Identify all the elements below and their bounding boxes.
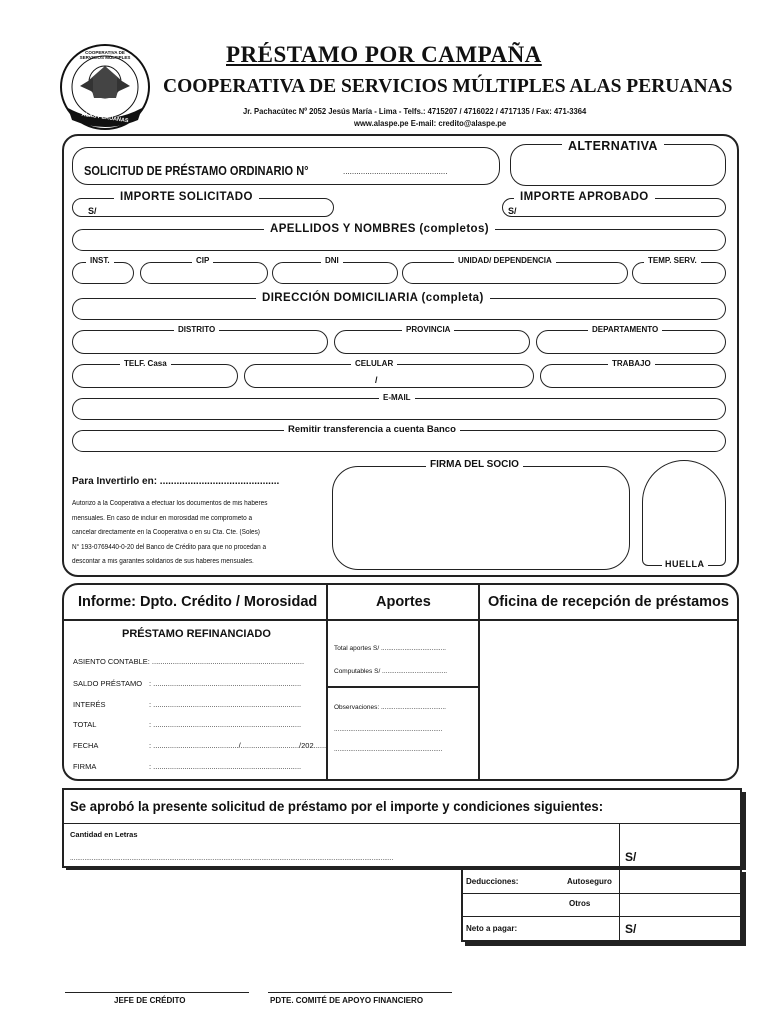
cantidad-letras-dots[interactable]: ................................................................................................................................................................................... bbox=[70, 855, 394, 862]
refin-label: SALDO PRÉSTAMO bbox=[73, 679, 143, 688]
apellidos-label: APELLIDOS Y NOMBRES (completos) bbox=[264, 223, 495, 236]
refinanciado-row bbox=[73, 657, 304, 666]
neto-currency: S/ bbox=[625, 922, 637, 936]
temp-serv-label: TEMP. SERV. bbox=[644, 256, 701, 266]
informe-col-header-oficina: Oficina de recepción de préstamos bbox=[488, 594, 729, 610]
total-aportes-field[interactable]: Total aportes S/ .................................... bbox=[334, 645, 446, 652]
computables-field[interactable]: Computables S/ .................................... bbox=[334, 668, 448, 675]
refin-label: FIRMA bbox=[73, 762, 97, 771]
informe-col-divider-1 bbox=[326, 584, 328, 780]
form-title: PRÉSTAMO POR CAMPAÑA bbox=[226, 42, 542, 67]
aportes-divider bbox=[326, 686, 478, 688]
solicitud-dots: ............................................... bbox=[343, 167, 448, 176]
celular-separator: / bbox=[375, 375, 378, 385]
refinanciado-row bbox=[73, 679, 301, 688]
refin-value[interactable]: : ....................................................................... bbox=[149, 762, 302, 771]
autorizo-line: descontar a mis garantes solidarios de sus haberes mensuales. bbox=[72, 558, 254, 565]
dni-label: DNI bbox=[321, 256, 343, 266]
approval-title: Se aprobó la presente solicitud de préstamo por el importe y condiciones siguientes: bbox=[70, 798, 604, 814]
importe-solicitado-label: IMPORTE SOLICITADO bbox=[114, 191, 259, 204]
observaciones-line[interactable]: ............................................................ bbox=[334, 726, 443, 733]
invertir-label: Para Invertirlo en: ........................................... bbox=[72, 476, 280, 487]
deducciones-divider bbox=[619, 869, 620, 941]
refin-value[interactable]: : ........................................./............................/202...... bbox=[149, 741, 327, 750]
informe-header-divider bbox=[63, 619, 738, 621]
refin-value[interactable]: : ....................................................................... bbox=[149, 700, 302, 709]
approval-amount-divider bbox=[619, 824, 620, 868]
autorizo-line: Autorizo a la Cooperativa a efectuar los documentos de mis haberes bbox=[72, 500, 268, 507]
refin-label: FECHA bbox=[73, 741, 99, 750]
autorizo-line: N° 193-0769440-0-20 del Banco de Crédito para que no procedan a bbox=[72, 543, 267, 551]
refin-label: ASIENTO CONTABLE: bbox=[73, 657, 150, 666]
cooperative-seal-logo bbox=[58, 42, 152, 132]
remitir-banco-label: Remitir transferencia a cuenta Banco bbox=[284, 425, 460, 435]
firma-socio-box[interactable] bbox=[332, 466, 630, 570]
refin-label: INTERÉS bbox=[73, 700, 106, 709]
informe-col-header-credito: Informe: Dpto. Crédito / Morosidad bbox=[78, 594, 318, 610]
approval-currency: S/ bbox=[625, 850, 637, 864]
comite-label: PDTE. COMITÉ DE APOYO FINANCIERO bbox=[270, 996, 424, 1005]
informe-col-header-aportes: Aportes bbox=[376, 594, 431, 610]
autorizo-text bbox=[72, 497, 326, 570]
huella-label: HUELLA bbox=[662, 559, 708, 569]
autoseguro-label: Autoseguro bbox=[567, 877, 612, 886]
informe-col-divider-2 bbox=[478, 584, 480, 780]
cip-label: CIP bbox=[192, 256, 213, 266]
refinanciado-row bbox=[73, 720, 301, 729]
deducciones-row-2 bbox=[462, 916, 741, 917]
autorizo-line: mensuales. En caso de incluir en morosidad me comprometo a bbox=[72, 514, 253, 522]
cantidad-letras-label: Cantidad en Letras bbox=[70, 830, 138, 839]
trabajo-label: TRABAJO bbox=[608, 359, 655, 369]
telf-casa-label: TELF. Casa bbox=[120, 359, 171, 369]
observaciones-field[interactable]: Observaciones: .................................... bbox=[334, 704, 446, 711]
cooperative-address: Jr. Pachacútec Nº 2052 Jesús María - Lima - Telfs.: 4715207 / 4716022 / 4717135 / Fax: 471-3364 bbox=[243, 106, 587, 116]
solicitud-label: SOLICITUD DE PRÉSTAMO ORDINARIO N° bbox=[84, 163, 309, 178]
cooperative-web-email: www.alaspe.pe E-mail: credito@alaspe.pe bbox=[354, 118, 507, 128]
distrito-label: DISTRITO bbox=[174, 325, 219, 335]
deducciones-label: Deducciones: bbox=[466, 877, 519, 886]
email-label: E-MAIL bbox=[379, 393, 415, 403]
alternativa-label: ALTERNATIVA bbox=[562, 140, 664, 153]
importe-aprobado-label: IMPORTE APROBADO bbox=[514, 191, 655, 204]
refin-label: TOTAL bbox=[73, 720, 97, 729]
refin-value[interactable]: : ....................................................................... bbox=[149, 720, 302, 729]
direccion-label: DIRECCIÓN DOMICILIARIA (completa) bbox=[256, 292, 490, 305]
refinanciado-row bbox=[73, 762, 301, 771]
refin-value[interactable]: : ....................................................................... bbox=[149, 679, 302, 688]
autorizo-line: cancelar directamente en la Cooperativa o en su Cta. Cte. (Soles) bbox=[72, 529, 260, 536]
refinanciado-row bbox=[73, 700, 301, 709]
jefe-credito-label: JEFE DE CRÉDITO bbox=[114, 996, 186, 1005]
provincia-label: PROVINCIA bbox=[402, 325, 454, 335]
comite-signature-line[interactable] bbox=[268, 992, 452, 993]
jefe-credito-signature-line[interactable] bbox=[65, 992, 249, 993]
importe-aprobado-currency: S/ bbox=[508, 206, 517, 216]
observaciones-line[interactable]: ............................................................ bbox=[334, 746, 443, 753]
logo-banner-text: ALAS PERUANAS bbox=[81, 111, 129, 125]
unidad-label: UNIDAD/ DEPENDENCIA bbox=[454, 256, 556, 266]
logo-ring-text: COOPERATIVA DE SERVICIOS MÚLTIPLES bbox=[79, 50, 131, 60]
neto-pagar-label: Neto a pagar: bbox=[466, 924, 518, 933]
departamento-label: DEPARTAMENTO bbox=[588, 325, 662, 335]
cooperative-name: COOPERATIVA DE SERVICIOS MÚLTIPLES ALAS PERUANAS bbox=[163, 76, 733, 97]
refin-value[interactable]: ......................................................................... bbox=[151, 657, 305, 666]
prestamo-refinanciado-title: PRÉSTAMO REFINANCIADO bbox=[122, 628, 271, 640]
deducciones-row-1 bbox=[462, 893, 741, 894]
importe-solicitado-currency: S/ bbox=[88, 206, 97, 216]
celular-label: CELULAR bbox=[351, 359, 397, 369]
approval-title-divider bbox=[63, 823, 741, 824]
refinanciado-row bbox=[73, 741, 326, 750]
otros-label: Otros bbox=[569, 899, 591, 908]
huella-box[interactable] bbox=[642, 460, 726, 566]
firma-socio-label: FIRMA DEL SOCIO bbox=[426, 460, 523, 470]
inst-label: INST. bbox=[86, 256, 114, 266]
